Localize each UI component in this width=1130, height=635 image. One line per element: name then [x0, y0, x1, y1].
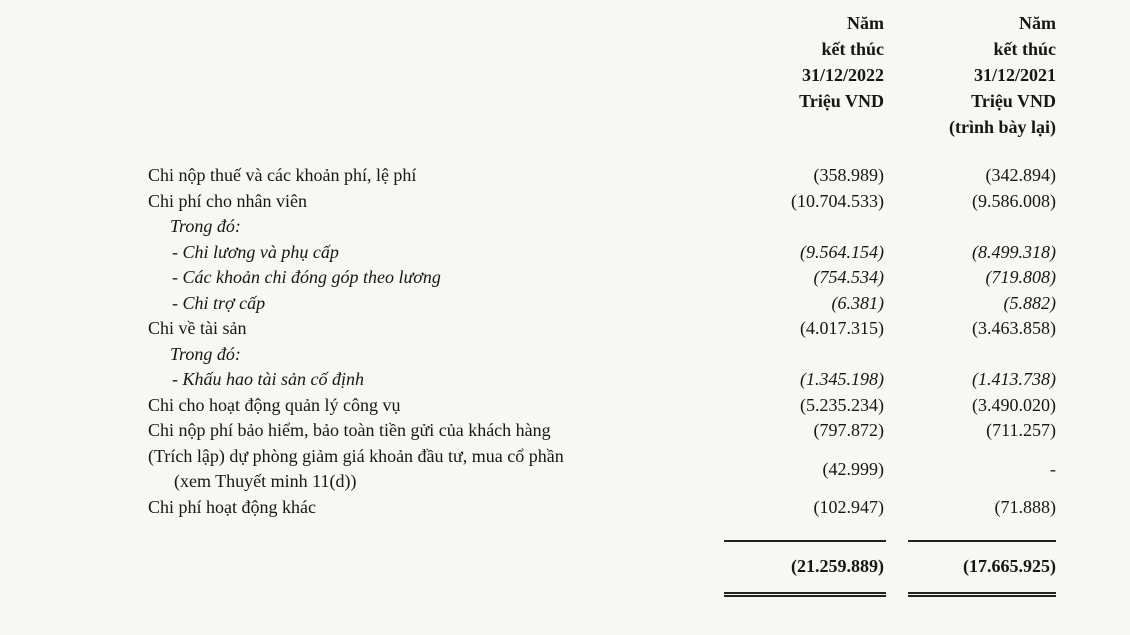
value-2021: (9.586.008): [972, 190, 1056, 211]
value-2021: (1.413.738): [972, 369, 1056, 389]
header-line: kết thúc: [993, 39, 1056, 59]
column-header-2021: [856, 10, 1056, 140]
header-line: (trình bày lại): [948, 117, 1056, 137]
header-line: 31/12/2022: [801, 65, 884, 85]
table-row: [0, 189, 1130, 215]
table-row: [0, 291, 1130, 317]
row-label: Chi về tài sản: [148, 318, 247, 338]
row-label: - Chi lương và phụ cấp: [172, 241, 339, 262]
table-row: [0, 265, 1130, 291]
value-2022: (9.564.154): [800, 241, 884, 262]
row-label-line2: (xem Thuyết minh 11(d)): [174, 471, 357, 491]
table-row: [0, 163, 1130, 189]
subtotal-rule-2021: [908, 540, 1056, 542]
row-label: - Chi trợ cấp: [172, 292, 266, 313]
total-2021: (17.665.925): [963, 556, 1056, 576]
header-line: Năm: [1019, 13, 1056, 33]
row-label: Chi nộp phí bảo hiểm, bảo toàn tiền gửi của khách hàng: [148, 420, 551, 440]
table-row: [0, 444, 1130, 495]
row-label: Chi phí hoạt động khác: [148, 496, 316, 517]
row-label: Chi cho hoạt động quản lý công vụ: [148, 394, 401, 415]
row-label: Chi nộp thuế và các khoản phí, lệ phí: [148, 165, 417, 185]
value-2021: -: [1050, 458, 1056, 479]
row-label: Trong đó:: [170, 343, 241, 364]
row-label-line1: (Trích lập) dự phòng giảm giá khoản đầu tư, mua cổ phần: [148, 445, 564, 466]
row-label: Chi phí cho nhân viên: [148, 190, 307, 211]
value-2022: (10.704.533): [791, 190, 884, 211]
value-2021: (3.463.858): [972, 318, 1056, 338]
value-2021: (8.499.318): [972, 241, 1056, 262]
value-2021: (711.257): [986, 420, 1056, 440]
value-2022: (102.947): [813, 496, 884, 517]
row-label: [148, 444, 564, 495]
value-2021: (342.894): [985, 165, 1056, 185]
header-line: kết thúc: [821, 39, 884, 59]
table-row: [0, 367, 1130, 393]
row-label: Trong đó:: [170, 216, 241, 236]
column-header-2022: [684, 10, 884, 114]
table-row: [0, 393, 1130, 419]
value-2022: (358.989): [813, 165, 884, 185]
table-row: [0, 240, 1130, 266]
header-line: Năm: [847, 13, 884, 33]
table-row: [0, 342, 1130, 368]
table-row: [0, 418, 1130, 444]
value-2021: (719.808): [985, 267, 1056, 287]
table-row: [0, 495, 1130, 521]
value-2022: (5.235.234): [800, 394, 884, 415]
header-line: Triệu VND: [971, 91, 1056, 111]
value-2022: (42.999): [822, 458, 884, 479]
expense-table: [0, 163, 1130, 520]
double-rule-2021: [908, 592, 1056, 597]
value-2021: (3.490.020): [972, 394, 1056, 415]
value-2022: (1.345.198): [800, 369, 884, 389]
header-line: Triệu VND: [799, 91, 884, 111]
double-rule-2022: [724, 592, 886, 597]
row-label: - Các khoản chi đóng góp theo lương: [172, 267, 441, 287]
table-row: [0, 316, 1130, 342]
value-2021: (5.882): [1003, 292, 1056, 313]
subtotal-rule-2022: [724, 540, 886, 542]
total-2022: (21.259.889): [791, 556, 884, 576]
row-label: - Khấu hao tài sản cố định: [172, 369, 364, 389]
value-2022: (797.872): [813, 420, 884, 440]
value-2022: (6.381): [831, 292, 884, 313]
value-2022: (4.017.315): [800, 318, 884, 338]
table-row: [0, 214, 1130, 240]
value-2022: (754.534): [813, 267, 884, 287]
header-line: 31/12/2021: [973, 65, 1056, 85]
value-2021: (71.888): [994, 496, 1056, 517]
